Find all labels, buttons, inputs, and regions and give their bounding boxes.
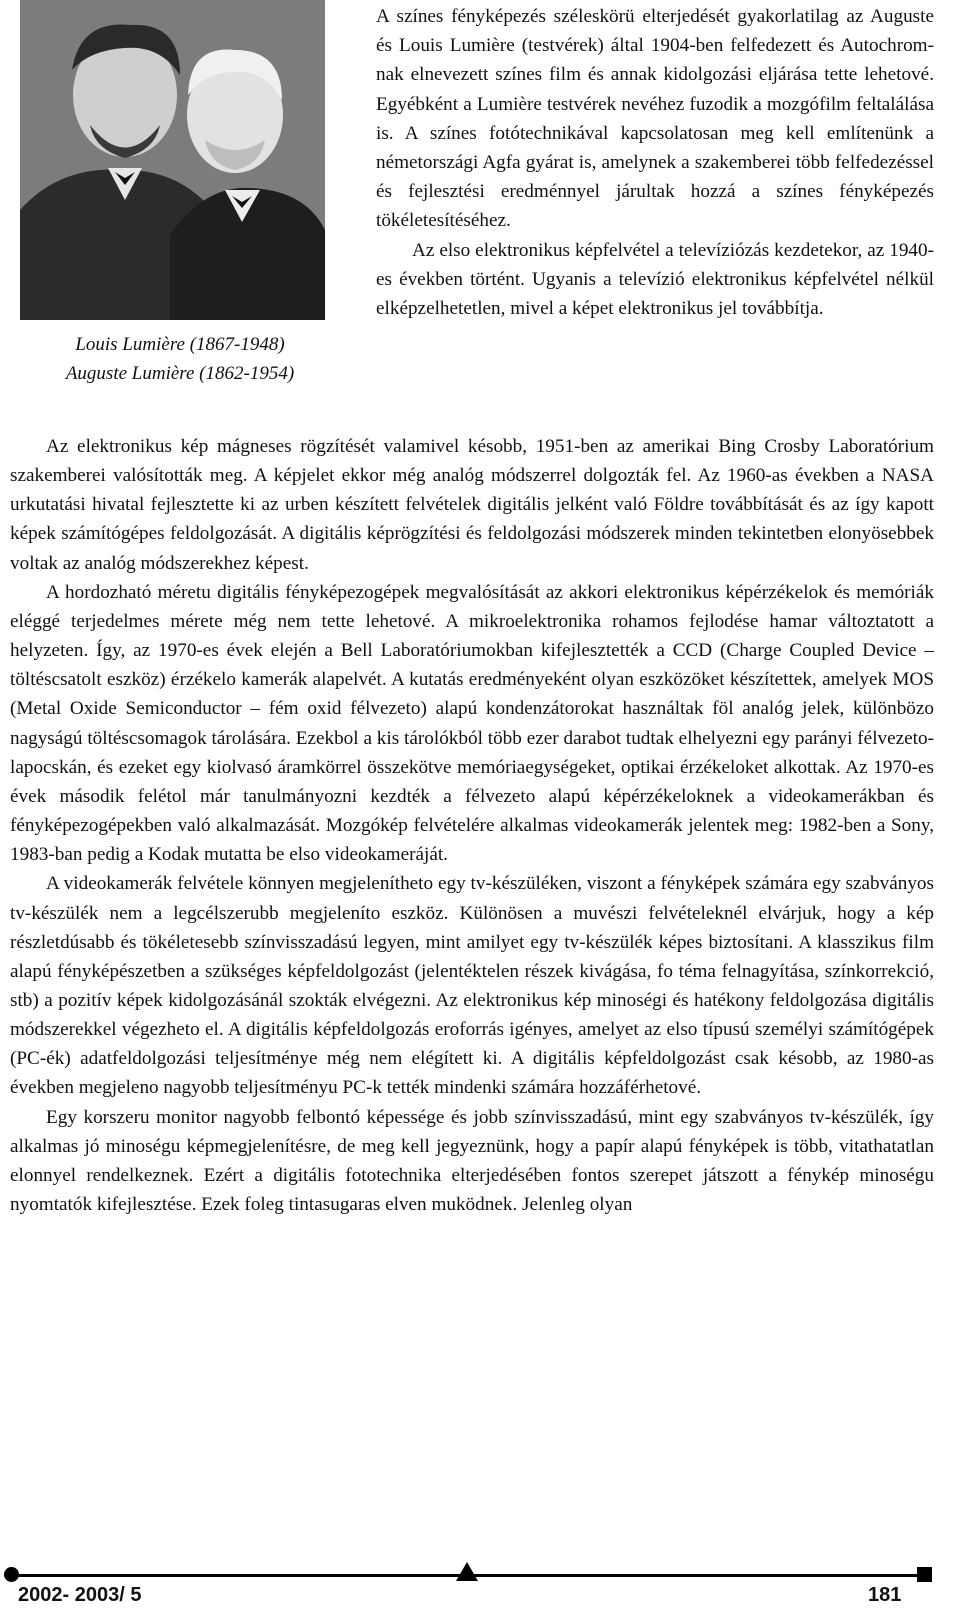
caption-auguste: Auguste Lumière (1862-1954) [65, 363, 295, 384]
paragraph: A hordozható méretu digitális fényképezogépek megvalósítását az akkori elektronikus képérzékelok és memóriák eléggé terjedelmes mérete még nem tette lehetové. A mikroelektronika rohamos fejlodése hamar változtatott a helyzeten. Így, az 1970-es évek elején a Bell Laboratóriumokban kifejlesztették a CCD (Charge Coupled Device – töltéscsatolt eszköz) érzékelo kamerák alapelvét. A kutatás eredményeként olyan eszközöket készítettek, amelyek MOS (Metal Oxide Semiconductor – fém oxid félvezeto) alapú kondenzátorokat használtak föl analóg jelek, különbözo nagyságú töltéscsomagok tárolására. Ezekbol a kis tárolókból több ezer darabot tudtak elhelyezni egy parányi félvezeto-lapocskán, és ezeket egy kiolvasó áramkörrel összekötve memóriaegységeket, optikai érzékeloket alkottak. Az 1970-es évek második felétol már tanulmányozni kezdték a félvezeto alapú képérzékeloknek a videokamerákban és fényképezogépekben való alkalmazását. Mozgókép felvételére alkalmas videokamerák jelentek meg: 1982-ben a Sony, 1983-ban pedig a Kodak mutatta be elso videokameráját. [10, 581, 934, 866]
main-body-text [10, 432, 934, 1219]
square-ornament-icon [917, 1567, 932, 1582]
photo-caption [20, 330, 340, 388]
portrait-illustration [20, 0, 325, 320]
paragraph: Az elso elektronikus képfelvétel a televíziózás kezdetekor, az 1940-es években történt. Ugyanis a televízió elektronikus képfelvétel nélkül elképzelhetetlen, mivel a képet elektronikus jel továbbítja. [376, 239, 934, 320]
side-column-text [376, 2, 934, 323]
issue-number: 2002- 2003/ 5 [18, 1584, 142, 1606]
circle-ornament-icon [4, 1567, 19, 1582]
caption-louis: Louis Lumière (1867-1948) [75, 334, 285, 355]
page-number: 181 [868, 1584, 902, 1606]
lumiere-brothers-photo [20, 0, 325, 320]
triangle-ornament-icon [456, 1562, 478, 1581]
paragraph: Az elektronikus kép mágneses rögzítését valamivel késobb, 1951-ben az amerikai Bing Crosby Laboratórium szakemberei valósították meg. A képjelet ekkor még analóg módszerrel dolgozták fel. Az 1960-as években a NASA urkutatási hivatal fejlesztette ki az urben készített felvételek digitális jelként való Földre továbbítását és az így kapott képek számítógépes feldolgozását. A digitális képrögzítési és feldolgozási módszerek minden tekintetben elonyösebbek voltak az analóg módszerekhez képest. [10, 436, 934, 574]
paragraph: A videokamerák felvétele könnyen megjelenítheto egy tv-készüléken, viszont a fényképek számára egy szabványos tv-készülék nem a legcélszerubb megjeleníto eszköz. Különösen a muvészi felvételeknél elvárjuk, hogy a kép részletdúsabb és tökéletesebb színvisszadású legyen, mint amilyet egy tv-készülék képes biztosítani. A klasszikus film alapú fényképészetben a szükséges képfeldolgozást (jelentéktelen részek kivágása, fo téma felnagyítása, színkorrekció, stb) a pozitív képek kidolgozásánál szokták elvégezni. Az elektronikus kép minoségi és hatékony feldolgozása digitális módszerekkel végezheto el. A digitális képfeldolgozás eroforrás igényes, amelyet az elso típusú személyi számítógépek (PC-ék) adatfeldolgozási teljesítménye még nem elégített ki. A digitális képfeldolgozást csak késobb, az 1980-as években megjeleno nagyobb teljesítményu PC-k tették mindenki számára hozzáférhetové. [10, 873, 934, 1099]
paragraph: Egy korszeru monitor nagyobb felbontó képessége és jobb színvisszadású, mint egy szabványos tv-készülék, így alkalmas jó minoségu képmegjelenítésre, de meg kell jegyeznünk, hogy a papír alapú fényképek is több, vitathatatlan elonnyel rendelkeznek. Ezért a digitális fototechnika elterjedésében fontos szerepet játszott a fénykép minoségu nyomtatók kifejlesztése. Ezek foleg tintasugaras elven muködnek. Jelenleg olyan [10, 1106, 934, 1216]
paragraph: A színes fényképezés széleskörü elterjedését gyakorlatilag az Auguste és Louis Lumière (testvérek) által 1904-ben felfedezett és Autochrom-nak elnevezett színes film és annak kidolgozási eljárása tette lehetové. Egyébként a Lumière testvérek nevéhez fuzodik a mozgófilm feltalálása is. A színes fotótechnikával kapcsolatosan meg kell említenünk a németországi Agfa gyárat is, amelynek a szakemberei több felfedezéssel és fejlesztési eredménnyel járultak hozzá a színes fényképezés tökéletesítéséhez. [376, 6, 934, 232]
